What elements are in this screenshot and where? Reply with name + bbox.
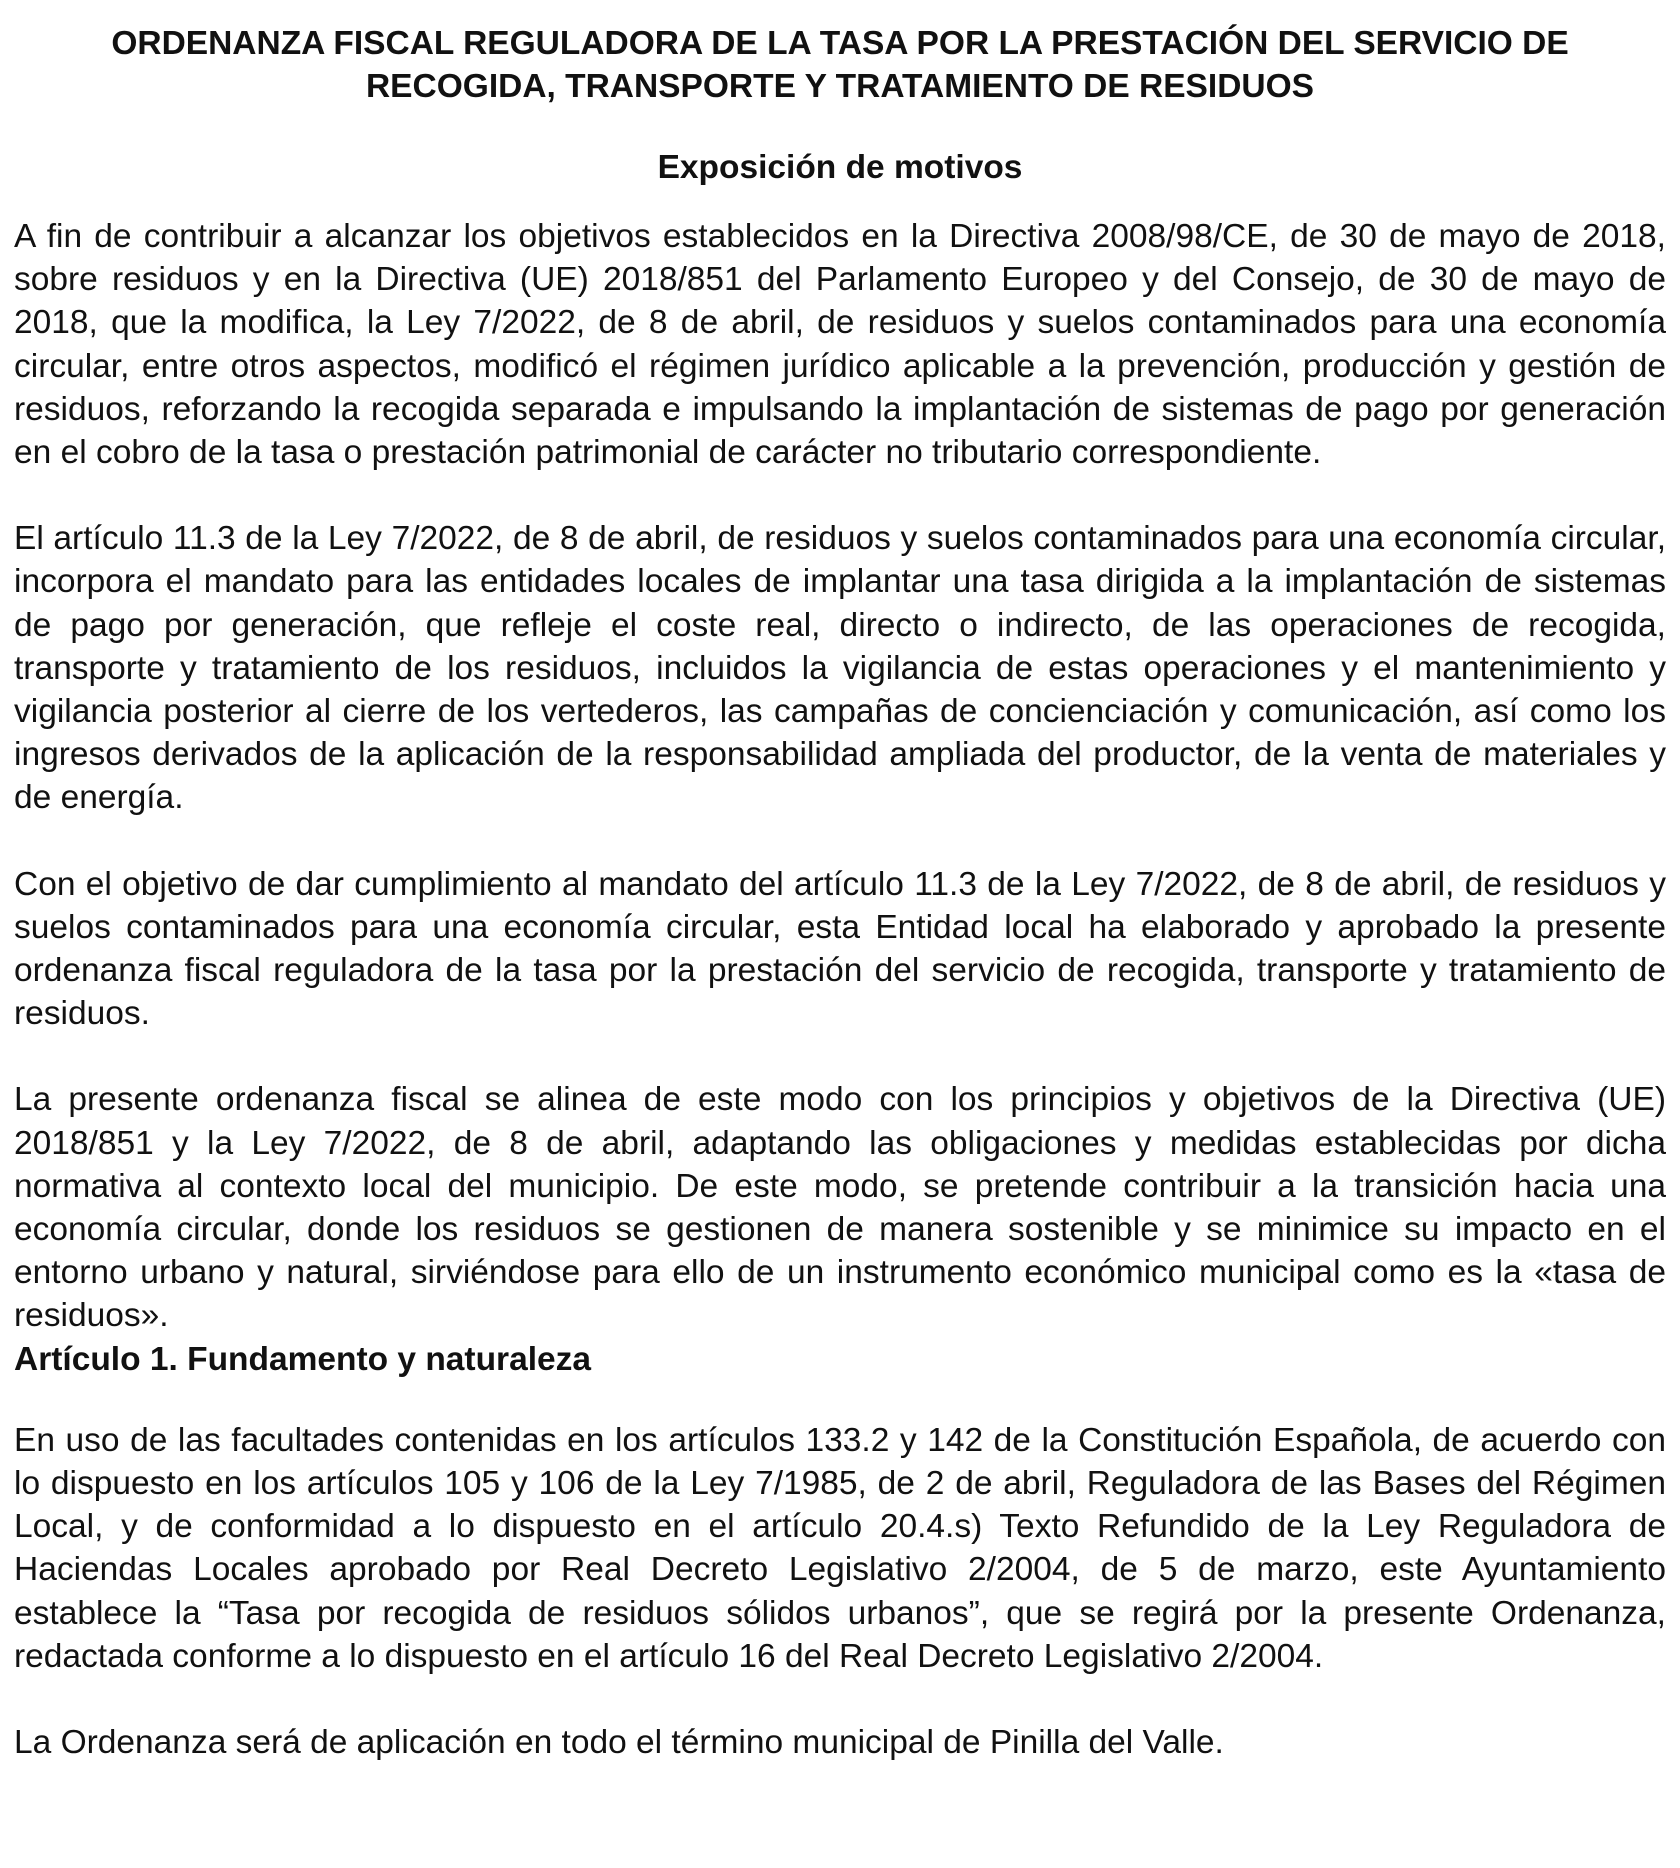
document-page <box>14 22 1666 1764</box>
document-title: ORDENANZA FISCAL REGULADORA DE LA TASA POR LA PRESTACIÓN DEL SERVICIO DE RECOGIDA, TRANSPORTE Y TRATAMIENTO DE RESIDUOS <box>111 25 1569 105</box>
paragraph: El artículo 11.3 de la Ley 7/2022, de 8 de abril, de residuos y suelos contaminados para una economía circular, incorpora el mandato para las entidades locales de implantar una tasa dirigida a la implantación de sistemas de pago por generación, que refleje el coste real, directo o indirecto, de las operaciones de recogida, transporte y tratamiento de los residuos, incluidos la vigilancia de estas operaciones y el mantenimiento y vigilancia posterior al cierre de los vertederos, las campañas de concienciación y comunicación, así como los ingresos derivados de la aplicación de la responsabilidad ampliada del productor, de la venta de materiales y de energía. <box>14 520 1666 817</box>
paragraph: La Ordenanza será de aplicación en todo el término municipal de Pinilla del Valle. <box>14 1724 1224 1762</box>
paragraph: La presente ordenanza fiscal se alinea de este modo con los principios y objetivos de la Directiva (UE) 2018/851 y la Ley 7/2022, de 8 de abril, adaptando las obligaciones y medidas establecidas por dicha normativa al contexto local del municipio. De este modo, se pretende contribuir a la transición hacia una economía circular, donde los residuos se gestionen de manera sostenible y se minimice su impacto en el entorno urbano y natural, sirviéndose para ello de un instrumento económico municipal como es la «tasa de residuos». <box>14 1081 1666 1335</box>
paragraph: A fin de contribuir a alcanzar los objetivos establecidos en la Directiva 2008/98/CE, de 30 de mayo de 2018, sobre residuos y en la Directiva (UE) 2018/851 del Parlamento Europeo y del Consejo, de 30 de mayo de 2018, que la modifica, la Ley 7/2022, de 8 de abril, de residuos y suelos contaminados para una economía circular, entre otros aspectos, modificó el régimen jurídico aplicable a la prevención, producción y gestión de residuos, reforzando la recogida separada e impulsando la implantación de sistemas de pago por generación en el cobro de la tasa o prestación patrimonial de carácter no tributario correspondiente. <box>14 218 1666 472</box>
section-heading-exposicion: Exposición de motivos <box>657 149 1023 186</box>
paragraph: En uso de las facultades contenidas en los artículos 133.2 y 142 de la Constitución Española, de acuerdo con lo dispuesto en los artículos 105 y 106 de la Ley 7/1985, de 2 de abril, Reguladora de las Bases del Régimen Local, y de conformidad a lo dispuesto en el artículo 20.4.s) Texto Refundido de la Ley Reguladora de Haciendas Locales aprobado por Real Decreto Legislativo 2/2004, de 5 de marzo, este Ayuntamiento establece la “Tasa por recogida de residuos sólidos urbanos”, que se regirá por la presente Ordenanza, redactada conforme a lo dispuesto en el artículo 16 del Real Decreto Legislativo 2/2004. <box>14 1421 1666 1675</box>
article-1-heading: Artículo 1. Fundamento y naturaleza <box>14 1340 592 1378</box>
paragraph: Con el objetivo de dar cumplimiento al mandato del artículo 11.3 de la Ley 7/2022, de 8 de abril, de residuos y suelos contaminados para una economía circular, esta Entidad local ha elaborado y aprobado la presente ordenanza fiscal reguladora de la tasa por la prestación del servicio de recogida, transporte y tratamiento de residuos. <box>14 865 1666 1033</box>
